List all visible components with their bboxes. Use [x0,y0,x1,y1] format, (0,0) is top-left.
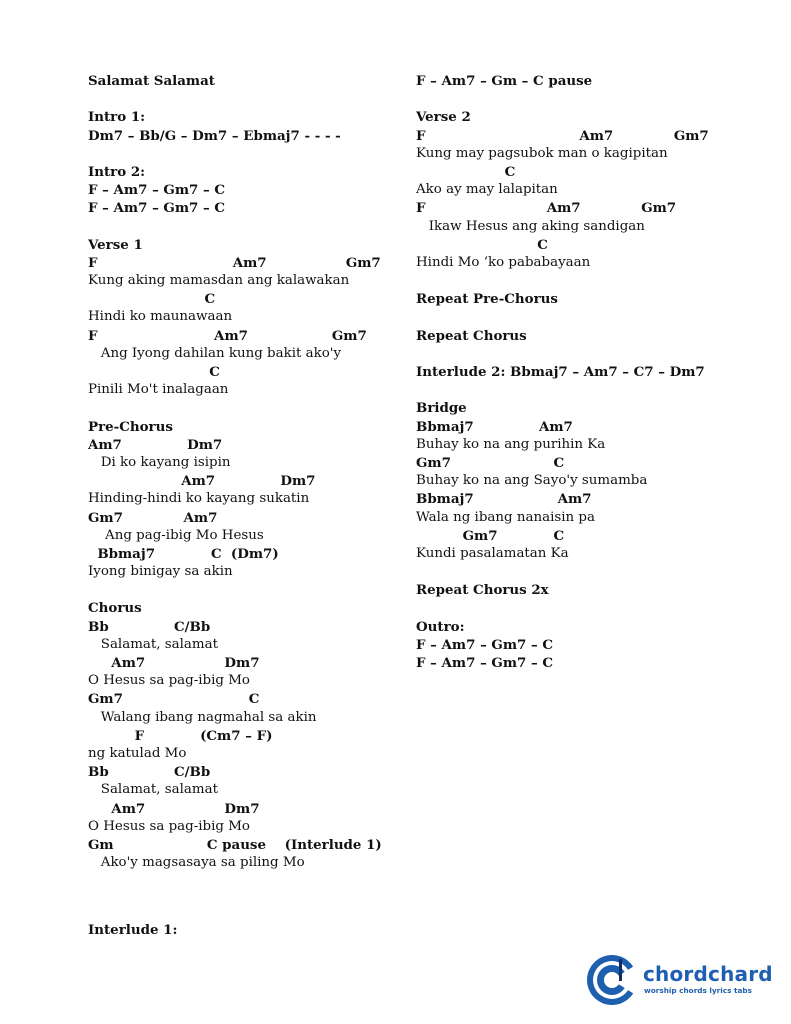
chord-or-heading-line: C [88,291,216,308]
lyric-line: Di ko kayang isipin [88,454,231,470]
chord-or-heading-line: F – Am7 – Gm – C pause [416,73,593,89]
chord-or-heading-line: Bbmaj7 Am7 [416,491,592,508]
lyric-line: O Hesus sa pag-ibig Mo [88,673,250,689]
lyric-line: Kung aking mamasdan ang kalawakan [88,273,350,289]
chord-or-heading-line: Gm C pause (Interlude 1) [88,836,382,853]
chord-or-heading-line: F Am7 Gm7 [88,327,367,344]
lyric-line: Iyong binigay sa akin [88,564,233,580]
lyric-line: Walang ibang nagmahal sa akin [88,709,317,725]
lyric-line: Salamat, salamat [88,636,218,652]
chord-or-heading-line: F – Am7 – Gm7 – C [88,200,226,217]
blank-line [416,381,746,399]
lyric-line: ng katulad Mo [88,745,187,761]
chord-or-heading-line: Am7 Dm7 [88,655,260,671]
blank-line [416,90,746,108]
blank-line [416,345,746,363]
lyric-line: Hindi ko maunawaan [88,309,233,325]
chordchard-logo[interactable] [585,953,773,1011]
chord-or-heading-line: F – Am7 – Gm7 – C [88,182,226,199]
chord-or-heading-line: F (Cm7 – F) [88,727,273,744]
chord-or-heading-line: Chorus [88,600,142,617]
chord-or-heading-line: Am7 Dm7 [88,436,223,453]
chord-or-heading-line: Repeat Pre-Chorus [416,291,558,308]
chord-or-heading-line: Bridge [416,400,467,417]
logo-tagline: worship chords lyrics tabs [644,986,752,995]
chord-or-heading-line: Verse 1 [88,236,143,253]
chord-or-heading-line: Am7 Dm7 [88,800,260,817]
lyric-line: Salamat, salamat [88,782,218,798]
chord-or-heading-line: Bbmaj7 C (Dm7) [88,545,279,562]
chord-or-heading-line: Gm7 C [416,454,565,471]
chord-or-heading-line: Outro: [416,618,465,635]
blank-line [88,145,418,163]
chord-or-heading-line: Verse 2 [416,109,471,126]
lyric-line: Ako ay may lalapitan [416,182,558,198]
lyric-line: Hinding-hindi ko kayang sukatin [88,491,310,507]
lyric-line: Buhay ko na ang Sayo'y sumamba [416,473,648,489]
chord-or-heading-line: Bb C/Bb [88,618,211,635]
lyric-line: Ikaw Hesus ang aking sandigan [416,218,645,234]
chord-or-heading-line: Bb C/Bb [88,764,211,781]
lyric-line: Ako'y magsasaya sa piling Mo [88,855,305,871]
interlude-1-heading: Interlude 1: [88,922,178,938]
lyric-line: Wala ng ibang nanaisin pa [416,509,595,525]
lyric-line: O Hesus sa pag-ibig Mo [88,818,250,834]
chord-or-heading-line: F – Am7 – Gm7 – C [416,636,554,653]
chord-or-heading-line: C [416,236,548,253]
chord-or-heading-line: Gm7 C [416,527,565,544]
blank-line [416,563,746,581]
blank-line [88,218,418,236]
lyric-line: Kung may pagsubok man o kagipitan [416,145,668,161]
lyric-line: Kundi pasalamatan Ka [416,545,569,561]
chord-or-heading-line: Intro 1: [88,109,146,126]
chord-or-heading-line: Interlude 2: Bbmaj7 – Am7 – C7 – Dm7 [416,364,705,380]
chord-or-heading-line: F Am7 Gm7 [416,127,709,144]
chord-or-heading-line: Pre-Chorus [88,418,173,435]
lyric-line: Ang pag-ibig Mo Hesus [88,527,264,543]
lyric-line: Pinili Mo't inalagaan [88,382,229,398]
right-column [416,72,746,672]
lyric-line: Hindi Mo ‘ko pababayaan [416,254,591,270]
chord-or-heading-line: F Am7 Gm7 [416,200,677,217]
logo-wordmark: chordchard [643,962,773,986]
chord-or-heading-line: Repeat Chorus 2x [416,582,549,599]
chord-or-heading-line: C [88,364,220,380]
chord-or-heading-line: Gm7 C [88,691,260,708]
blank-line [88,581,418,599]
blank-line [416,308,746,326]
chord-or-heading-line: F Am7 Gm7 [88,254,381,271]
left-column [88,72,418,872]
lyric-line: Buhay ko na ang purihin Ka [416,436,606,452]
chord-or-heading-line: F – Am7 – Gm7 – C [416,655,554,671]
blank-line [88,90,418,108]
chord-or-heading-line: Repeat Chorus [416,327,527,344]
chordchard-logo-icon [585,953,639,1007]
chord-or-heading-line: Salamat Salamat [88,73,215,89]
blank-line [416,272,746,290]
chord-or-heading-line: Dm7 – Bb/G – Dm7 – Ebmaj7 - - - - [88,127,341,144]
chord-or-heading-line: Intro 2: [88,163,146,180]
lyric-line: Ang Iyong dahilan kung bakit ako'y [88,345,342,361]
blank-line [88,399,418,417]
chord-or-heading-line: Am7 Dm7 [88,473,316,490]
chord-or-heading-line: Bbmaj7 Am7 [416,418,573,435]
chord-or-heading-line: C [416,163,516,180]
blank-line [416,599,746,617]
chord-or-heading-line: Gm7 Am7 [88,509,218,526]
